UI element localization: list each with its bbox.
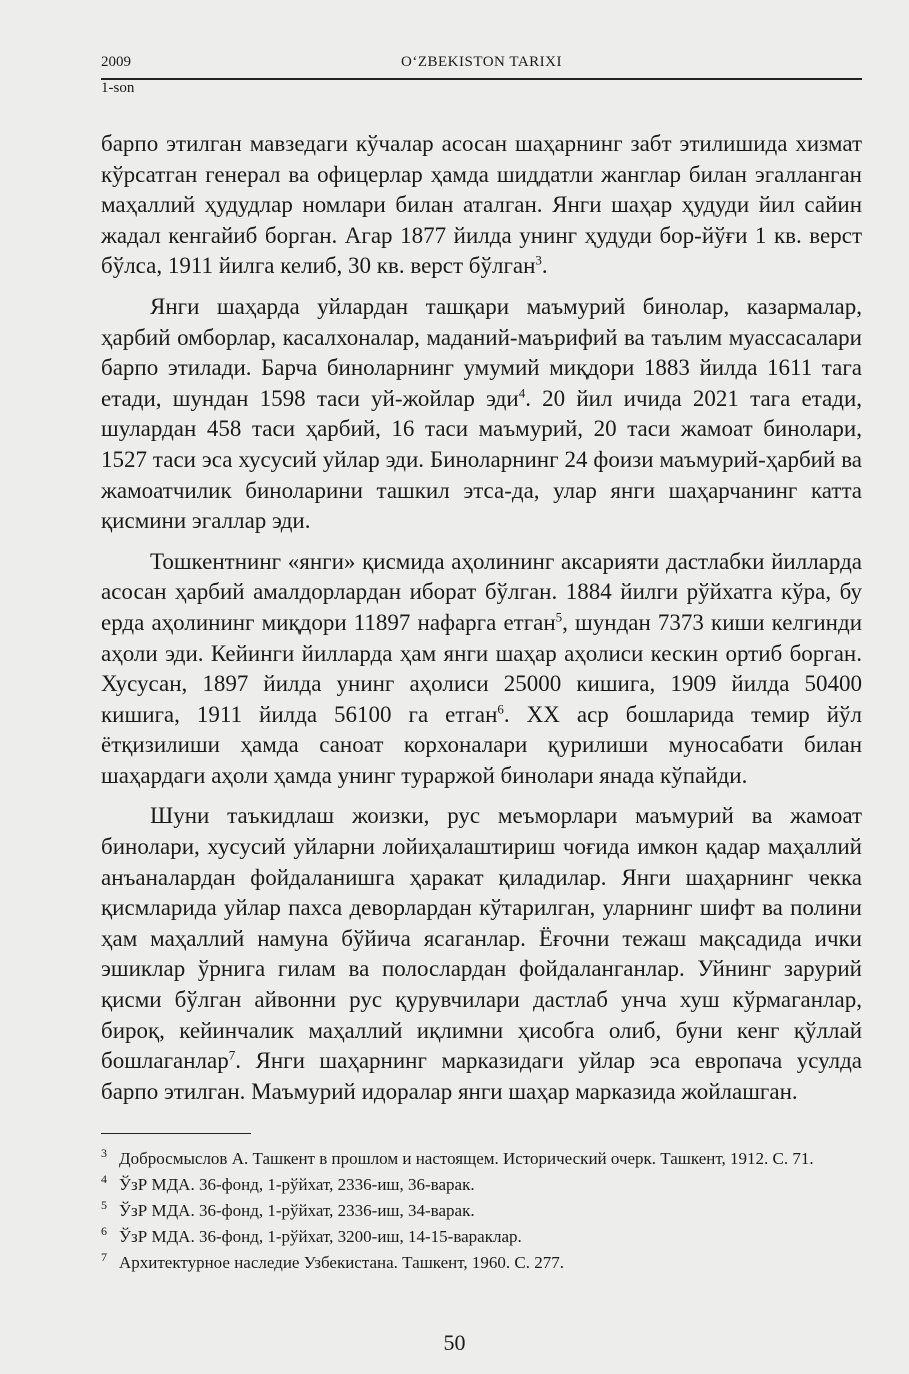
paragraph-1-tail: . (541, 253, 548, 279)
paragraph-3 (101, 547, 862, 792)
paragraph-3-text-3: . XX аср бошларида темир йўл ётқизилиши ҳамда саноат корхоналари қурилиши муносабати билан шаҳардаги аҳоли ҳамда унинг тураржой бинолари янада кўпайди. (101, 701, 862, 788)
footnote-text: ЎзР МДА. 36-фонд, 1-рўйхат, 2336-иш, 36-варак. (119, 1175, 475, 1194)
article-body (101, 129, 862, 1117)
footnote-text: ЎзР МДА. 36-фонд, 1-рўйхат, 3200-иш, 14-15-вараклар. (119, 1227, 522, 1246)
footnote-ref-7: 7 (228, 1047, 236, 1063)
footnote-ref-3: 3 (535, 252, 542, 268)
paragraph-4-text-2: . Янги шаҳарнинг марказидаги уйлар эса европача усулда барпо этилган. Маъмурий идоралар янги шаҳар марказида жойлашган. (101, 1048, 862, 1104)
paragraph-1-text: барпо этилган мавзедаги кўчалар асосан шаҳарнинг забт этилишида хизмат кўрсатган генерал ва офицерлар ҳамда шиддатли жанглар билан эгалланган маҳаллий ҳудудлар номлари билан аталган. Янги шаҳар ҳудуди йил сайин жадал кенгайиб борган. Агар 1877 йилда унинг ҳудуди бор-йўғи 1 кв. верст бўлса, 1911 йилга келиб, 30 кв. верст бўлган (101, 131, 862, 279)
footnote-separator (101, 1133, 251, 1134)
paragraph-2-text-2: . 20 йил ичида 2021 тага етади, шулардан 458 таси ҳарбий, 16 таси маъмурий, 20 таси жамоат бинолари, 1527 таси эса хусусий уйлар эди. Биноларнинг 24 фоизи маъмурий-ҳарбий ва жамоатчилик биноларини ташкил этса-да, улар янги шаҳарчанинг катта қисмини эгаллар эди. (101, 385, 863, 534)
paragraph-2 (101, 292, 862, 537)
footnote-ref-4: 4 (518, 385, 526, 401)
paragraph-3-text-2: , шундан 7373 киши келгинди аҳоли эди. Кейинги йилларда ҳам янги шаҳар аҳолиси кескин ортиб борган. Хусусан, 1897 йилда унинг аҳолиси 25000 кишига, 1909 йилда 50400 кишига, 1911 йилда 56100 га етган (101, 609, 863, 727)
footnote-5: 5 ЎзР МДА. 36-фонд, 1-рўйхат, 2336-иш, 34-варак. (101, 1198, 475, 1220)
header-year: 2009 (101, 54, 131, 70)
footnote-text: Архитектурное наследие Узбекистана. Ташкент, 1960. С. 277. (119, 1253, 564, 1272)
paragraph-4-text-1: Шуни таъкидлаш жоизки, рус меъморлари маъмурий ва жамоат бинолари, хусусий уйларни лойиҳалаштириш чоғида имкон қадар маҳаллий анъаналардан фойдаланишга ҳаракат қиладилар. Янги шаҳарнинг чекка қисмларида уйлар пахса деворлардан кўтарилган, уларнинг шифт ва полини ҳам маҳаллий намуна бўйича ясаганлар. Ёғочни тежаш мақсадида ички эшиклар ўрнига гилам ва полослардан фойдаланганлар. Уйнинг зарурий қисми бўлган айвонни рус қурувчилари дастлаб унча хуш кўрмаганлар, бироқ, кейинчалик маҳаллий иқлимни ҳисобга олиб, буни кенг қўллай бошлаганлар (101, 803, 862, 1074)
footnote-7: 7 Архитектурное наследие Узбекистана. Ташкент, 1960. С. 277. (101, 1250, 564, 1272)
page-number: 50 (443, 1330, 466, 1355)
footnote-3: 3 Добросмыслов А. Ташкент в прошлом и настоящем. Исторический очерк. Ташкент, 1912. С. 71. (101, 1146, 814, 1168)
footnote-ref-6: 6 (497, 701, 504, 717)
footnote-text: Добросмыслов А. Ташкент в прошлом и настоящем. Исторический очерк. Ташкент, 1912. С. 71. (119, 1149, 814, 1168)
header-issue: 1-son (101, 80, 135, 96)
running-header (101, 44, 862, 80)
paragraph-2-text-1: Янги шаҳарда уйлардан ташқари маъмурий бинолар, казармалар, ҳарбий омборлар, касалхоналар, маданий-маърифий ва таълим муассасалари барпо этилади. Барча биноларнинг умумий миқдори 1883 йилда 1611 тага етади, шундан 1598 таси уй-жойлар эди (101, 293, 862, 411)
footnote-4: 4 ЎзР МДА. 36-фонд, 1-рўйхат, 2336-иш, 36-варак. (101, 1172, 475, 1194)
header-journal-title: O‘ZBEKISTON TARIXI (401, 54, 562, 70)
paragraph-4 (101, 801, 862, 1107)
paragraph-1 (101, 129, 862, 282)
footnote-text: ЎзР МДА. 36-фонд, 1-рўйхат, 2336-иш, 34-варак. (119, 1201, 475, 1220)
footnote-6: 6 ЎзР МДА. 36-фонд, 1-рўйхат, 3200-иш, 14-15-вараклар. (101, 1224, 522, 1246)
footnotes (101, 1146, 862, 1276)
paragraph-3-text-1: Тошкентнинг «янги» қисмида аҳолининг аксарияти дастлабки йилларда асосан ҳарбий амалдорлардан иборат бўлган. 1884 йилги рўйхатга кўра, бу ерда аҳолининг миқдори 11897 нафарга етган (101, 548, 862, 635)
footnote-ref-5: 5 (555, 609, 563, 625)
